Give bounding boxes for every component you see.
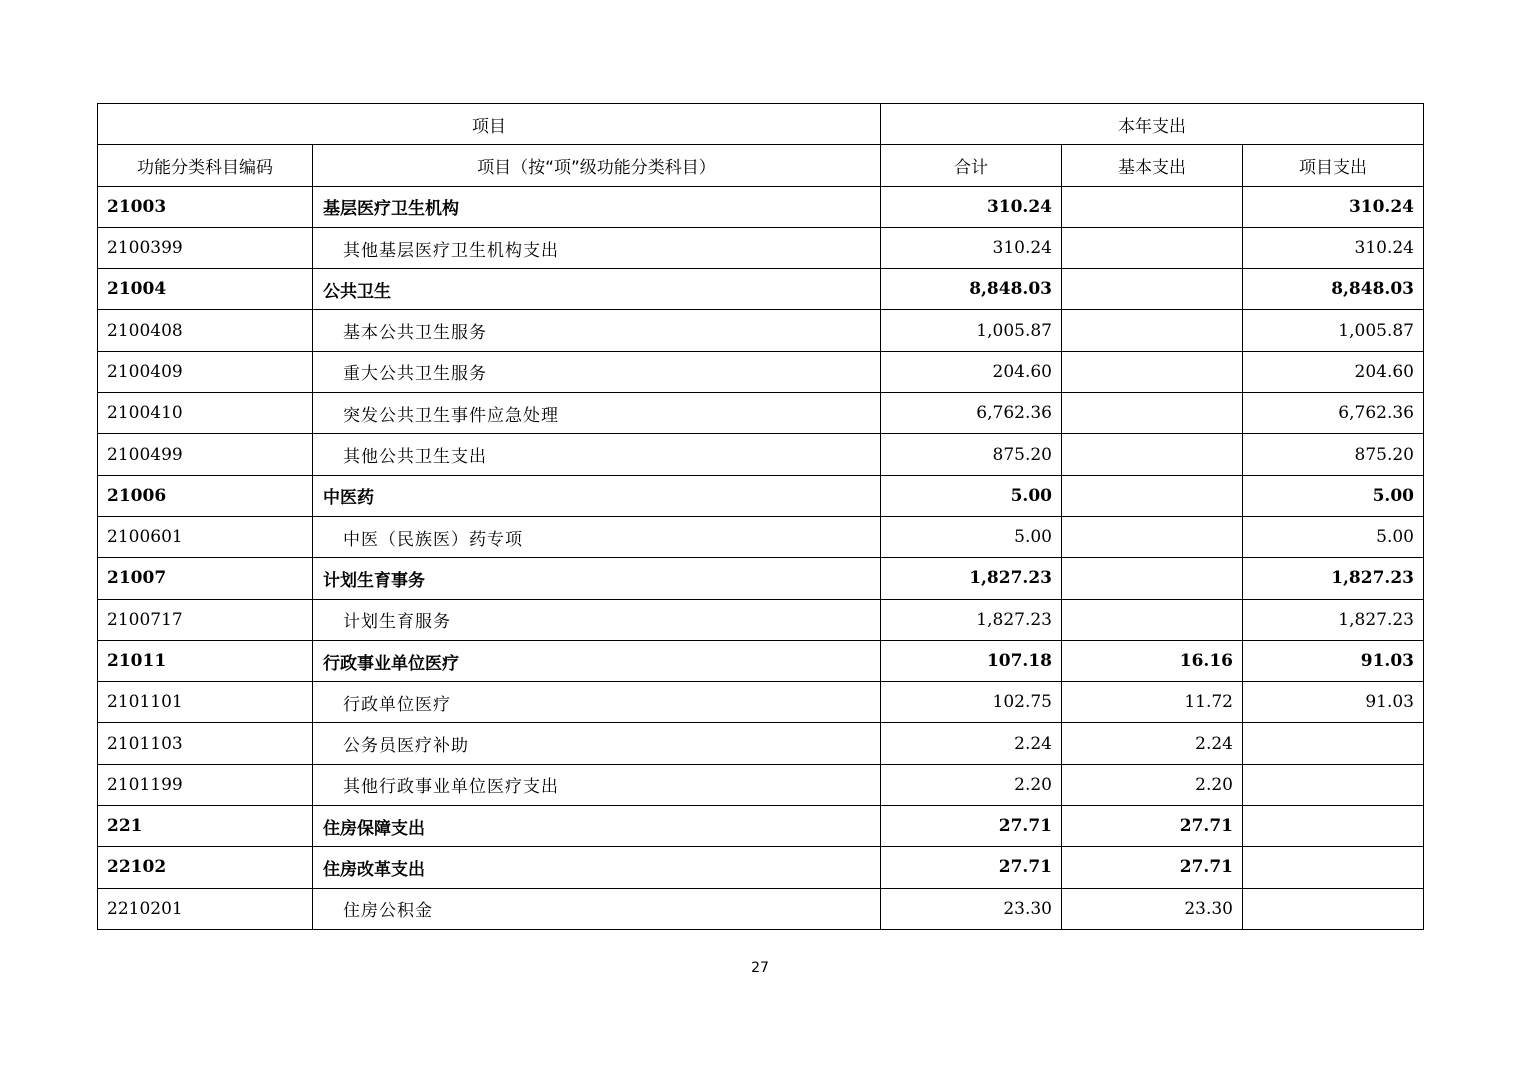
code-cell: 2100399	[98, 227, 313, 268]
basic-expense-cell	[1062, 227, 1243, 268]
basic-expense-cell	[1062, 475, 1243, 516]
table-row	[98, 806, 1424, 847]
item-name-cell: 其他公共卫生支出	[313, 434, 881, 475]
total-cell: 310.24	[881, 186, 1062, 227]
header-basic: 基本支出	[1062, 145, 1243, 186]
code-cell: 21006	[98, 475, 313, 516]
basic-expense-cell: 16.16	[1062, 640, 1243, 681]
basic-expense-cell: 2.20	[1062, 764, 1243, 805]
basic-expense-cell	[1062, 351, 1243, 392]
total-cell: 1,827.23	[881, 558, 1062, 599]
code-cell: 221	[98, 806, 313, 847]
page-number: 27	[751, 960, 769, 976]
item-name-cell: 公共卫生	[313, 269, 881, 310]
header-current-year-expense: 本年支出	[881, 104, 1424, 145]
total-cell: 5.00	[881, 516, 1062, 557]
total-cell: 310.24	[881, 227, 1062, 268]
item-name-cell: 基层医疗卫生机构	[313, 186, 881, 227]
code-cell: 2100601	[98, 516, 313, 557]
total-cell: 107.18	[881, 640, 1062, 681]
code-cell: 2210201	[98, 888, 313, 929]
table-row	[98, 351, 1424, 392]
total-cell: 1,005.87	[881, 310, 1062, 351]
table-row	[98, 434, 1424, 475]
table-row	[98, 227, 1424, 268]
header-row-top	[98, 104, 1424, 145]
basic-expense-cell	[1062, 186, 1243, 227]
project-expense-cell	[1243, 764, 1424, 805]
project-expense-cell: 6,762.36	[1243, 393, 1424, 434]
table-row	[98, 558, 1424, 599]
total-cell: 27.71	[881, 806, 1062, 847]
header-item: 项目（按“项”级功能分类科目）	[313, 145, 881, 186]
code-cell: 21011	[98, 640, 313, 681]
code-cell: 21007	[98, 558, 313, 599]
total-cell: 2.24	[881, 723, 1062, 764]
table-row	[98, 640, 1424, 681]
header-project-expense: 项目支出	[1243, 145, 1424, 186]
project-expense-cell	[1243, 847, 1424, 888]
item-name-cell: 其他行政事业单位医疗支出	[313, 764, 881, 805]
project-expense-cell: 310.24	[1243, 227, 1424, 268]
code-cell: 2100499	[98, 434, 313, 475]
project-expense-cell: 91.03	[1243, 640, 1424, 681]
table-row	[98, 764, 1424, 805]
table-row	[98, 269, 1424, 310]
project-expense-cell	[1243, 806, 1424, 847]
item-name-cell: 公务员医疗补助	[313, 723, 881, 764]
code-cell: 2101101	[98, 682, 313, 723]
project-expense-cell: 1,827.23	[1243, 599, 1424, 640]
basic-expense-cell	[1062, 434, 1243, 475]
table-row	[98, 599, 1424, 640]
project-expense-cell: 1,827.23	[1243, 558, 1424, 599]
project-expense-cell: 8,848.03	[1243, 269, 1424, 310]
project-expense-cell	[1243, 888, 1424, 929]
basic-expense-cell	[1062, 516, 1243, 557]
code-cell: 2101199	[98, 764, 313, 805]
header-total: 合计	[881, 145, 1062, 186]
basic-expense-cell	[1062, 393, 1243, 434]
table-row	[98, 682, 1424, 723]
item-name-cell: 中医（民族医）药专项	[313, 516, 881, 557]
item-name-cell: 计划生育事务	[313, 558, 881, 599]
code-cell: 2100717	[98, 599, 313, 640]
budget-expense-table	[97, 103, 1424, 930]
table-row	[98, 393, 1424, 434]
basic-expense-cell: 11.72	[1062, 682, 1243, 723]
code-cell: 21003	[98, 186, 313, 227]
total-cell: 5.00	[881, 475, 1062, 516]
item-name-cell: 计划生育服务	[313, 599, 881, 640]
total-cell: 1,827.23	[881, 599, 1062, 640]
basic-expense-cell	[1062, 310, 1243, 351]
project-expense-cell: 1,005.87	[1243, 310, 1424, 351]
basic-expense-cell	[1062, 558, 1243, 599]
project-expense-cell: 5.00	[1243, 516, 1424, 557]
project-expense-cell: 204.60	[1243, 351, 1424, 392]
table-row	[98, 723, 1424, 764]
code-cell: 2100409	[98, 351, 313, 392]
header-code: 功能分类科目编码	[98, 145, 313, 186]
item-name-cell: 住房公积金	[313, 888, 881, 929]
item-name-cell: 住房保障支出	[313, 806, 881, 847]
item-name-cell: 行政事业单位医疗	[313, 640, 881, 681]
item-name-cell: 行政单位医疗	[313, 682, 881, 723]
item-name-cell: 其他基层医疗卫生机构支出	[313, 227, 881, 268]
project-expense-cell: 310.24	[1243, 186, 1424, 227]
code-cell: 2100410	[98, 393, 313, 434]
table-row	[98, 888, 1424, 929]
basic-expense-cell: 27.71	[1062, 806, 1243, 847]
total-cell: 23.30	[881, 888, 1062, 929]
code-cell: 2100408	[98, 310, 313, 351]
item-name-cell: 突发公共卫生事件应急处理	[313, 393, 881, 434]
header-project: 项目	[98, 104, 881, 145]
project-expense-cell: 5.00	[1243, 475, 1424, 516]
table-row	[98, 186, 1424, 227]
table-row	[98, 516, 1424, 557]
total-cell: 8,848.03	[881, 269, 1062, 310]
project-expense-cell	[1243, 723, 1424, 764]
total-cell: 204.60	[881, 351, 1062, 392]
item-name-cell: 住房改革支出	[313, 847, 881, 888]
total-cell: 6,762.36	[881, 393, 1062, 434]
table-row	[98, 310, 1424, 351]
total-cell: 27.71	[881, 847, 1062, 888]
total-cell: 875.20	[881, 434, 1062, 475]
basic-expense-cell: 23.30	[1062, 888, 1243, 929]
item-name-cell: 重大公共卫生服务	[313, 351, 881, 392]
total-cell: 2.20	[881, 764, 1062, 805]
item-name-cell: 基本公共卫生服务	[313, 310, 881, 351]
table-row	[98, 475, 1424, 516]
table-body	[98, 104, 1424, 930]
basic-expense-cell: 2.24	[1062, 723, 1243, 764]
basic-expense-cell	[1062, 269, 1243, 310]
project-expense-cell: 91.03	[1243, 682, 1424, 723]
total-cell: 102.75	[881, 682, 1062, 723]
table-row	[98, 847, 1424, 888]
code-cell: 21004	[98, 269, 313, 310]
basic-expense-cell	[1062, 599, 1243, 640]
basic-expense-cell: 27.71	[1062, 847, 1243, 888]
project-expense-cell: 875.20	[1243, 434, 1424, 475]
item-name-cell: 中医药	[313, 475, 881, 516]
code-cell: 22102	[98, 847, 313, 888]
code-cell: 2101103	[98, 723, 313, 764]
header-row-bottom	[98, 145, 1424, 186]
